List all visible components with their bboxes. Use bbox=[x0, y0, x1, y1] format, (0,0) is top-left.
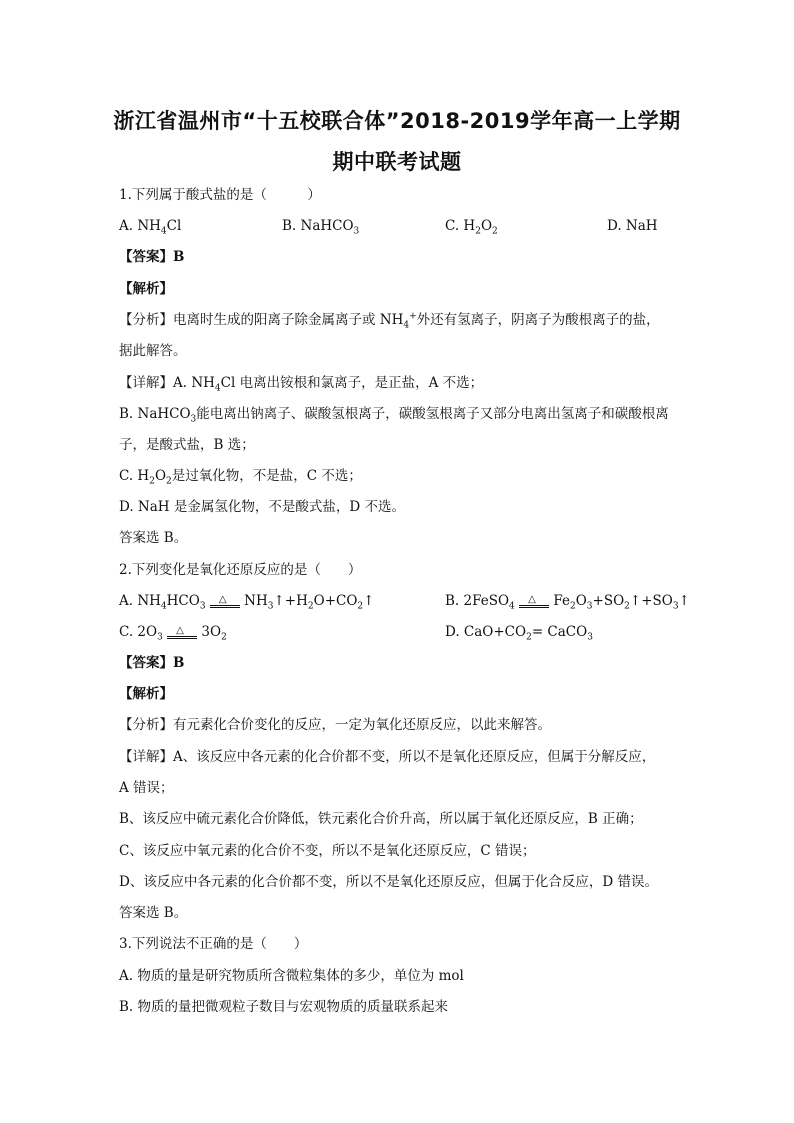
heat-condition-icon: △ bbox=[210, 595, 240, 609]
q3-option-a: A. 物质的量是研究物质所含微粒集体的多少，单位为 mol bbox=[119, 968, 464, 984]
q2-xiangjie-line2: A 错误； bbox=[119, 780, 174, 796]
q3-option-b: B. 物质的量把微观粒子数目与宏观物质的质量联系起来 bbox=[119, 999, 449, 1015]
q1-line-d: D. NaH 是金属氢化物，不是酸式盐，D 不选。 bbox=[119, 499, 405, 515]
q2-line-b: B、该反应中硫元素化合价降低，铁元素化合价升高，所以属于氧化还原反应，B 正确； bbox=[119, 811, 643, 827]
q1-conclusion: 答案选 B。 bbox=[119, 530, 188, 546]
q1-option-b: B. NaHCO$_3$ bbox=[282, 218, 360, 237]
q2-line-c: C、该反应中氧元素的化合价不变，所以不是氧化还原反应，C 错误； bbox=[119, 843, 536, 859]
q2-option-d: D. $CaO+CO_2=$ CaCO$_3$ bbox=[445, 624, 593, 643]
q1-xiangjie-a: 【详解】A. $NH_4Cl$ 电离出铵根和氯离子，是正盐，A 不选； bbox=[119, 375, 484, 394]
q2-option-c: C. $2O_3$ △ $3O_2$ bbox=[119, 624, 227, 643]
q2-fenxi: 【分析】有元素化合价变化的反应，一定为氧化还原反应，以此来解答。 bbox=[119, 717, 551, 733]
q1-answer: 【答案】B bbox=[119, 249, 185, 265]
q1-line-b1: B. NaHCO$_3$能电离出钠离子、碳酸氢根离子，碳酸氢根离子又部分电离出氢离子和碳酸根离 bbox=[119, 406, 669, 425]
document-title-line2: 期中联考试题 bbox=[332, 150, 462, 174]
q1-option-a: A. $NH_4Cl$ bbox=[119, 218, 182, 237]
heat-condition-icon: △ bbox=[519, 595, 549, 609]
document-title-line1: 浙江省温州市“十五校联合体”2018-2019学年高一上学期 bbox=[113, 109, 681, 133]
q1-fenxi-line2: 据此解答。 bbox=[119, 343, 187, 359]
q2-answer: 【答案】B bbox=[119, 655, 185, 671]
q1-option-d: D. NaH bbox=[607, 218, 658, 234]
q2-option-b: B. 2FeSO$_4$ △ $Fe_2O_3+SO_2↑+SO_3↑$ bbox=[445, 593, 690, 612]
heat-condition-icon: △ bbox=[167, 626, 197, 640]
q1-analysis-heading: 【解析】 bbox=[119, 281, 173, 297]
q2-conclusion: 答案选 B。 bbox=[119, 905, 188, 921]
q1-stem: 1.下列属于酸式盐的是（ ） bbox=[119, 187, 321, 203]
q2-stem: 2.下列变化是氧化还原反应的是（ ） bbox=[119, 562, 362, 578]
q1-fenxi-line1: 【分析】电离时生成的阳离子除金属离子或 $NH_4^+$外还有氢离子，阴离子为酸根离子的盐， bbox=[119, 311, 660, 331]
q2-line-d: D、该反应中各元素的化合价都不变，所以不是氧化还原反应，但属于化合反应，D 错误。 bbox=[119, 874, 658, 890]
q1-line-c: C. $H_2O_2$是过氧化物，不是盐，C 不选； bbox=[119, 468, 362, 487]
q1-line-b2: 子，是酸式盐，B 选； bbox=[119, 437, 255, 453]
q2-option-a: A. $NH_4HCO_3$ △ $NH_3↑+H_2O+CO_2↑$ bbox=[119, 593, 375, 612]
q3-stem: 3.下列说法不正确的是（ ） bbox=[119, 936, 308, 952]
q2-xiangjie-line1: 【详解】A、该反应中各元素的化合价都不变，所以不是氧化还原反应，但属于分解反应， bbox=[119, 749, 656, 765]
q1-option-c: C. $H_2O_2$ bbox=[445, 218, 498, 237]
q2-analysis-heading: 【解析】 bbox=[119, 686, 173, 702]
